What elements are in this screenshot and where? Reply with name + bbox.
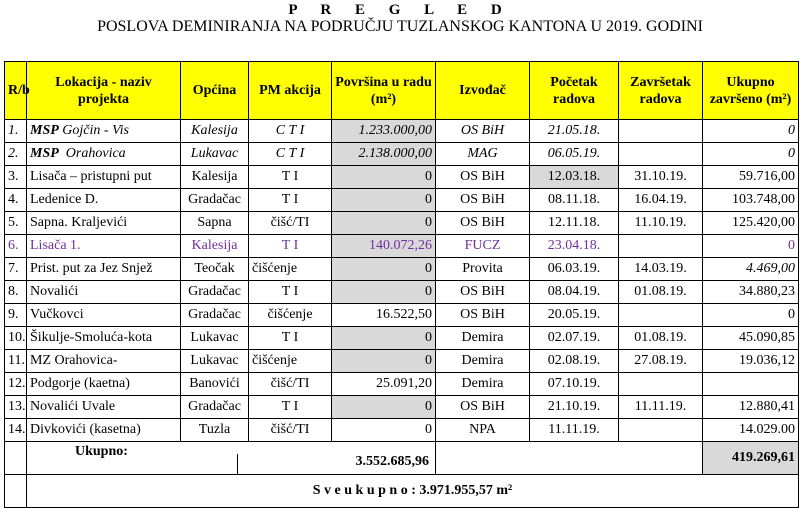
cell-opcina: Lukavac (181, 143, 249, 166)
cell-rb: 3. (5, 166, 27, 189)
cell-ukupno: 0 (703, 120, 799, 143)
cell-izvodac: MAG (436, 143, 530, 166)
cell-pm: čišć/TI (249, 419, 332, 442)
cell-opcina: Lukavac (181, 327, 249, 350)
cell-opcina: Gradačac (181, 396, 249, 419)
cell-povrsina: 0 (332, 396, 436, 419)
cell-rb: 7. (5, 258, 27, 281)
table-row (5, 419, 799, 442)
cell-rb: 6. (5, 235, 27, 258)
col-header-zavrsetak: Završetak radova (619, 62, 703, 120)
totals-label: Ukupno: (75, 444, 128, 459)
grand-total-empty (5, 475, 27, 508)
cell-ukupno: 45.090,85 (703, 327, 799, 350)
col-header-lokacija: Lokacija - naziv projekta (27, 62, 181, 120)
cell-rb: 8. (5, 281, 27, 304)
cell-zavrsetak: 16.04.19. (619, 189, 703, 212)
cell-ukupno: 19.036,12 (703, 350, 799, 373)
cell-izvodac: OS BiH (436, 281, 530, 304)
cell-pm: C T I (249, 120, 332, 143)
cell-zavrsetak: 11.11.19. (619, 396, 703, 419)
cell-povrsina: 2.138.000,00 (332, 143, 436, 166)
cell-ukupno: 0 (703, 304, 799, 327)
cell-zavrsetak (619, 304, 703, 327)
totals-zavrseno: 419.269,61 (703, 442, 799, 475)
cell-izvodac: Demira (436, 350, 530, 373)
cell-opcina: Teočak (181, 258, 249, 281)
cell-izvodac: OS BiH (436, 120, 530, 143)
cell-ukupno: 4.469,00 (703, 258, 799, 281)
table-row (5, 396, 799, 419)
cell-opcina: Gradačac (181, 281, 249, 304)
cell-zavrsetak (619, 120, 703, 143)
cell-zavrsetak (619, 235, 703, 258)
cell-opcina: Kalesija (181, 120, 249, 143)
cell-pm: čišć/TI (249, 212, 332, 235)
cell-lokacija-bold: MSP (30, 123, 59, 138)
cell-pm: čišćenje (249, 350, 332, 373)
cell-lokacija: Lisača – pristupni put (27, 166, 181, 189)
col-header-povrsina: Površina u radu (m²) (332, 62, 436, 120)
cell-zavrsetak: 01.08.19. (619, 327, 703, 350)
cell-ukupno: 0 (703, 143, 799, 166)
cell-ukupno: 34.880,23 (703, 281, 799, 304)
page-title: P R E G L E D (288, 2, 512, 18)
col-header-izvodac: Izvođač (436, 62, 530, 120)
col-header-rb: R/b (5, 62, 27, 120)
cell-povrsina: 0 (332, 327, 436, 350)
cell-ukupno: 103.748,00 (703, 189, 799, 212)
cell-pm: C T I (249, 143, 332, 166)
cell-lokacija: Šikulje-Smoluća-kota (27, 327, 181, 350)
cell-pocetak: 20.05.19. (530, 304, 619, 327)
cell-pocetak: 11.11.19. (530, 419, 619, 442)
cell-pm: T I (249, 396, 332, 419)
cell-pm: T I (249, 166, 332, 189)
cell-pocetak: 08.04.19. (530, 281, 619, 304)
cell-ukupno: 125.420,00 (703, 212, 799, 235)
cell-pocetak: 12.03.18. (530, 166, 619, 189)
cell-pocetak: 23.04.18. (530, 235, 619, 258)
table-row (5, 327, 799, 350)
table-row (5, 258, 799, 281)
cell-povrsina: 0 (332, 419, 436, 442)
cell-izvodac: NPA (436, 419, 530, 442)
cell-rb: 10. (5, 327, 27, 350)
cell-ukupno: 14.029.00 (703, 419, 799, 442)
cell-povrsina: 1.233.000,00 (332, 120, 436, 143)
cell-povrsina: 16.522,50 (332, 304, 436, 327)
col-header-pm-akcija: PM akcija (249, 62, 332, 120)
cell-opcina: Gradačac (181, 304, 249, 327)
grand-total-row (5, 475, 799, 508)
cell-rb: 2. (5, 143, 27, 166)
cell-rb: 5. (5, 212, 27, 235)
cell-lokacija-rest: Gojčin - Vis (62, 123, 129, 138)
cell-opcina: Kalesija (181, 235, 249, 258)
cell-ukupno (703, 373, 799, 396)
cell-lokacija: Vučkovci (27, 304, 181, 327)
cell-lokacija-bold: MSP (30, 146, 59, 161)
totals-empty-mid (436, 442, 703, 475)
cell-rb: 14. (5, 419, 27, 442)
cell-izvodac: Demira (436, 327, 530, 350)
table-row (5, 304, 799, 327)
cell-izvodac: FUCZ (436, 235, 530, 258)
cell-zavrsetak (619, 143, 703, 166)
cell-lokacija: Novalići (27, 281, 181, 304)
grand-total: S v e u k u p n o : 3.971.955,57 m² (27, 475, 799, 508)
cell-lokacija: Divkovići (kasetna) (27, 419, 181, 442)
cell-povrsina: 25.091,20 (332, 373, 436, 396)
table-row (5, 281, 799, 304)
page-subtitle: POSLOVA DEMINIRANJA NA PODRUČJU TUZLANSKOG KANTONA U 2019. GODINI (97, 18, 703, 35)
cell-pm: čišćenje (249, 258, 332, 281)
cell-izvodac: Provita (436, 258, 530, 281)
table-row (5, 120, 799, 143)
cell-izvodac: OS BiH (436, 189, 530, 212)
cell-povrsina: 0 (332, 212, 436, 235)
totals-empty-cell (5, 442, 27, 475)
cell-lokacija: Prist. put za Jez Snjež (27, 258, 181, 281)
cell-lokacija (27, 120, 181, 143)
cell-izvodac: Demira (436, 373, 530, 396)
cell-ukupno: 12.880,41 (703, 396, 799, 419)
totals-povrsina: 3.552.685,96 (355, 454, 429, 469)
cell-povrsina: 0 (332, 166, 436, 189)
cell-pm: čišćenje (249, 304, 332, 327)
table-row (5, 166, 799, 189)
cell-rb: 11. (5, 350, 27, 373)
cell-lokacija: Ledenice D. (27, 189, 181, 212)
cell-opcina: Sapna (181, 212, 249, 235)
cell-zavrsetak (619, 373, 703, 396)
cell-pocetak: 21.10.19. (530, 396, 619, 419)
cell-rb: 1. (5, 120, 27, 143)
cell-pocetak: 06.03.19. (530, 258, 619, 281)
cell-lokacija: Lisača 1. (27, 235, 181, 258)
cell-pocetak: 07.10.19. (530, 373, 619, 396)
cell-lokacija: Sapna. Kraljevići (27, 212, 181, 235)
cell-zavrsetak: 11.10.19. (619, 212, 703, 235)
cell-pocetak: 08.11.18. (530, 189, 619, 212)
cell-zavrsetak: 14.03.19. (619, 258, 703, 281)
table-row (5, 350, 799, 373)
cell-pm: čišć/TI (249, 373, 332, 396)
totals-row (5, 442, 799, 475)
cell-izvodac: OS BiH (436, 166, 530, 189)
cell-pm: T I (249, 281, 332, 304)
table-row (5, 373, 799, 396)
cell-rb: 12. (5, 373, 27, 396)
cell-rb: 9. (5, 304, 27, 327)
cell-pocetak: 12.11.18. (530, 212, 619, 235)
col-header-opcina: Općina (181, 62, 249, 120)
cell-izvodac: OS BiH (436, 212, 530, 235)
cell-zavrsetak (619, 419, 703, 442)
cell-pm: T I (249, 327, 332, 350)
cell-opcina: Kalesija (181, 166, 249, 189)
cell-pm: T I (249, 235, 332, 258)
cell-rb: 13. (5, 396, 27, 419)
cell-povrsina: 140.072,26 (332, 235, 436, 258)
totals-label-cell (27, 442, 436, 475)
table-row (5, 212, 799, 235)
cell-lokacija: Novalići Uvale (27, 396, 181, 419)
table-row (5, 143, 799, 166)
cell-pocetak: 21.05.18. (530, 120, 619, 143)
table-row (5, 189, 799, 212)
cell-pm: T I (249, 189, 332, 212)
cell-izvodac: OS BiH (436, 304, 530, 327)
header-row (5, 62, 799, 120)
cell-povrsina: 0 (332, 350, 436, 373)
cell-lokacija (27, 143, 181, 166)
cell-povrsina: 0 (332, 258, 436, 281)
demining-table (4, 61, 799, 508)
cell-pocetak: 02.07.19. (530, 327, 619, 350)
table-row (5, 235, 799, 258)
cell-opcina: Banovići (181, 373, 249, 396)
cell-pocetak: 06.05.19. (530, 143, 619, 166)
cell-lokacija-rest: Orahovica (65, 146, 126, 161)
cell-povrsina: 0 (332, 281, 436, 304)
cell-pocetak: 02.08.19. (530, 350, 619, 373)
col-header-ukupno: Ukupno završeno (m²) (703, 62, 799, 120)
cell-lokacija: MZ Orahovica- (27, 350, 181, 373)
cell-zavrsetak: 27.08.19. (619, 350, 703, 373)
cell-opcina: Gradačac (181, 189, 249, 212)
col-header-pocetak: Početak radova (530, 62, 619, 120)
cell-zavrsetak: 31.10.19. (619, 166, 703, 189)
cell-rb: 4. (5, 189, 27, 212)
cell-ukupno: 59.716,00 (703, 166, 799, 189)
cell-opcina: Lukavac (181, 350, 249, 373)
cell-izvodac: OS BiH (436, 396, 530, 419)
cell-opcina: Tuzla (181, 419, 249, 442)
cell-povrsina: 0 (332, 189, 436, 212)
cell-lokacija: Podgorje (kaetna) (27, 373, 181, 396)
cell-zavrsetak: 01.08.19. (619, 281, 703, 304)
cell-ukupno: 0 (703, 235, 799, 258)
